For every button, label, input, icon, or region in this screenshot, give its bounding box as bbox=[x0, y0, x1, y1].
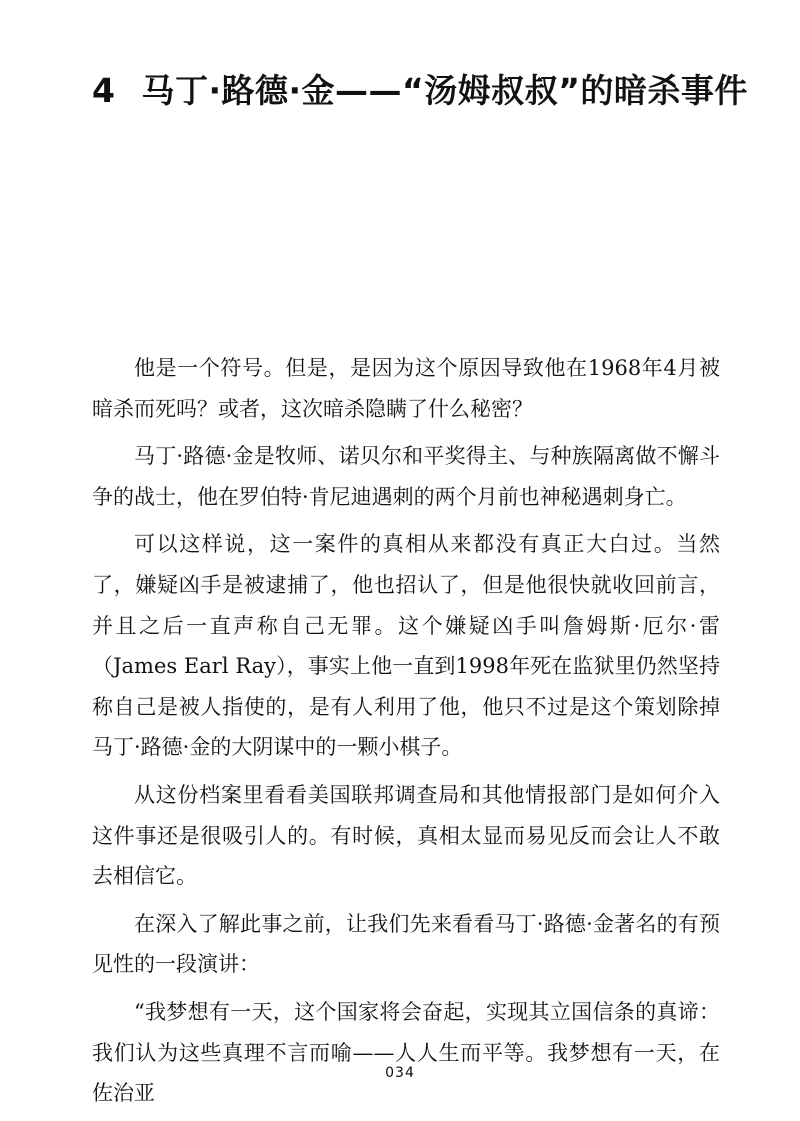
page-number: 034 bbox=[385, 1065, 415, 1081]
paragraph-2: 马丁·路德·金是牧师、诺贝尔和平奖得主、与种族隔离做不懈斗争的战士，他在罗伯特·肯尼迪遇刺的两个月前也神秘遇刺身亡。 bbox=[92, 444, 720, 509]
chapter-title bbox=[92, 66, 752, 116]
paragraph-3: 可以这样说，这一案件的真相从来都没有真正大白过。当然了，嫌疑凶手是被逮捕了，他也招认了，但是他很快就收回前言，并且之后一直声称自己无罪。这个嫌疑凶手叫詹姆斯·厄尔·雷（James Earl Ray），事实上他一直到1998年死在监狱里仍然坚持称自己是被人指使的，是有人利用了他，他只不过是这个策划除掉马丁·路德·金的大阴谋中的一颗小棋子。 bbox=[92, 532, 720, 760]
paragraph-5: 在深入了解此事之前，让我们先来看看马丁·路德·金著名的有预见性的一段演讲： bbox=[92, 911, 720, 977]
paragraph-1: 他是一个符号。但是，是因为这个原因导致他在1968年4月被暗杀而死吗？或者，这次暗杀隐瞒了什么秘密？ bbox=[92, 356, 720, 421]
paragraph-6: “我梦想有一天，这个国家将会奋起，实现其立国信条的真谛：我们认为这些真理不言而喻——人人生而平等。我梦想有一天，在佐治亚 bbox=[92, 999, 720, 1106]
body-text bbox=[92, 348, 720, 1121]
paragraph-4: 从这份档案里看看美国联邦调查局和其他情报部门是如何介入这件事还是很吸引人的。有时候，真相太显而易见反而会让人不敢去相信它。 bbox=[92, 782, 720, 889]
chapter-number: 4 bbox=[92, 71, 116, 110]
chapter-title-text: 马丁·路德·金——“汤姆叔叔”的暗杀事件 bbox=[141, 71, 748, 110]
